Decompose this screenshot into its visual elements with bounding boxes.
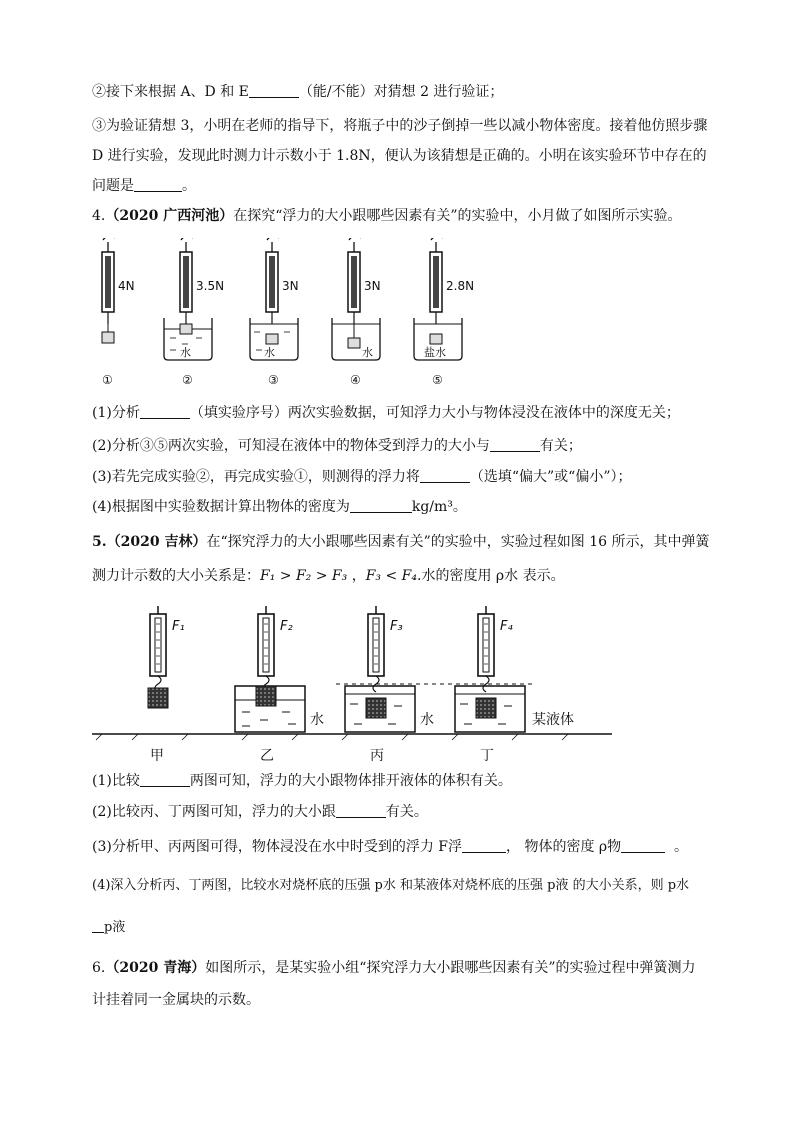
q3-part3-line2: D 进行实验，发现此时测力计示数小于 1.8N，便认为该猜想是正确的。小明在该实验环节中存在的 <box>92 148 707 164</box>
reading-2: 3.5N <box>196 279 225 293</box>
liquid-label: 某液体 <box>532 712 574 728</box>
q4-sub2: (2)分析③⑤两次实验，可知浸在液体中的物体受到浮力的大小与 有关； <box>92 438 582 454</box>
answer-blank[interactable] <box>462 838 506 853</box>
q5-sub4-line2: p液 <box>92 918 125 938</box>
q4-sub3: (3)若先完成实验②，再完成实验①，则测得的浮力将 （选填“偏大”或“偏小”）； <box>92 469 632 485</box>
q5-stem: 5.（2020 吉林）在“探究浮力的大小跟哪些因素有关”的实验中，实验过程如图 16 所示，其中弹簧 <box>92 534 710 550</box>
spring-scale-f1 <box>150 606 166 692</box>
q5-figure <box>92 600 612 765</box>
spring-scale-1 <box>102 238 115 324</box>
q5-sub4-line1: (4)深入分析丙、丁两图，比较水对烧杯底的压强 p水 和某液体对烧杯底的压强 p液 的大小关系，则 p水 <box>92 878 690 893</box>
q6-stem: 6.（2020 青海）如图所示，是某实验小组“探究浮力大小跟哪些因素有关”的实验过程中弹簧测力 <box>92 960 696 976</box>
fig-label: 乙 <box>260 748 274 764</box>
q5-stem2: 测力计示数的大小关系是：F₁ > F₂ > F₃ ，F₃ < F₄.水的密度用 ρ水 表示。 <box>92 568 565 584</box>
answer-blank[interactable] <box>336 803 386 818</box>
answer-blank[interactable] <box>140 772 190 787</box>
liquid-label: 水 <box>264 346 275 359</box>
fig-label: 丙 <box>370 748 384 764</box>
exp-label: ⑤ <box>432 373 443 387</box>
answer-blank[interactable] <box>140 404 190 419</box>
exp-label: ③ <box>268 373 279 387</box>
answer-blank[interactable] <box>92 918 104 933</box>
force-label: F₄ <box>500 619 513 634</box>
spring-scale-2 <box>180 238 193 324</box>
q4-sub4: (4)根据图中实验数据计算出物体的密度为 kg/m³。 <box>92 499 467 515</box>
spring-scale-5 <box>430 238 443 324</box>
q5-sub1: (1)比较 两图可知，浮力的大小跟物体排开液体的体积有关。 <box>92 773 512 789</box>
force-label: F₂ <box>280 619 293 634</box>
fig-label: 甲 <box>150 748 164 764</box>
spring-scale-3 <box>266 238 279 324</box>
q5-sub2: (2)比较丙、丁两图可知，浮力的大小跟 有关。 <box>92 804 428 820</box>
answer-blank[interactable] <box>490 437 540 452</box>
q4-figure <box>96 238 496 390</box>
q3-part2: ②接下来根据 A、D 和 E （能/不能）对猜想 2 进行验证； <box>92 84 504 100</box>
spring-scale-4 <box>348 238 361 324</box>
liquid-label: 水 <box>420 712 434 728</box>
spring-scale-f3 <box>368 606 384 692</box>
reading-3: 3N <box>282 279 299 293</box>
answer-blank[interactable] <box>249 83 299 98</box>
liquid-label: 水 <box>362 346 373 359</box>
answer-blank[interactable] <box>420 468 470 483</box>
answer-blank[interactable] <box>134 177 182 192</box>
exp-label: ④ <box>350 373 361 387</box>
q5-sub3: (3)分析甲、丙两图可得，物体浸没在水中时受到的浮力 F浮 ， 物体的密度 ρ物 。 <box>92 839 689 855</box>
answer-blank[interactable] <box>350 498 412 513</box>
liquid-label: 盐水 <box>424 346 446 359</box>
q4-stem: 4.（2020 广西河池）在探究“浮力的大小跟哪些因素有关”的实验中，小月做了如图所示实验。 <box>92 208 682 224</box>
spring-scale-f4 <box>478 606 494 692</box>
q6-stem2: 计挂着同一金属块的示数。 <box>92 992 260 1008</box>
reading-1: 4N <box>118 279 135 293</box>
exp-label: ① <box>102 373 113 387</box>
reading-5: 2.8N <box>446 279 475 293</box>
force-label: F₁ <box>172 619 185 634</box>
q3-part3-line3: 问题是 。 <box>92 178 196 194</box>
answer-blank[interactable] <box>621 838 665 853</box>
q3-part3-line1: ③为验证猜想 3，小明在老师的指导下，将瓶子中的沙子倒掉一些以减小物体密度。接着他仿照步骤 <box>92 118 708 134</box>
exp-label: ② <box>182 373 193 387</box>
q4-sub1: (1)分析 （填实验序号）两次实验数据，可知浮力大小与物体浸没在液体中的深度无关； <box>92 405 680 421</box>
force-label: F₃ <box>390 619 403 634</box>
spring-scale-f2 <box>258 606 274 692</box>
reading-4: 3N <box>364 279 381 293</box>
fig-label: 丁 <box>480 748 494 764</box>
liquid-label: 水 <box>180 346 191 359</box>
liquid-label: 水 <box>310 712 324 728</box>
